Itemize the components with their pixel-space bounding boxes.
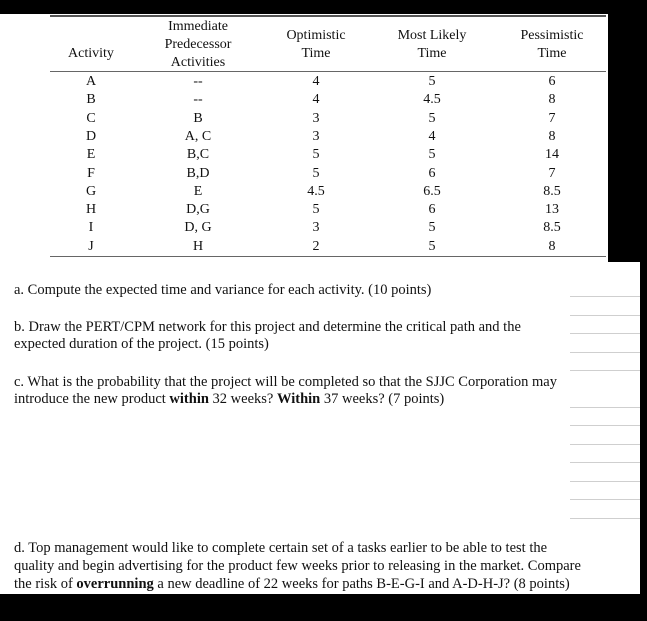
header-optimistic: Optimistic Time [286,28,346,61]
cell-most-likely: 6.5 [423,183,441,199]
cell-pessimistic: 8.5 [543,220,561,236]
cell-activity: I [88,220,94,236]
cell-most-likely: 6 [428,165,436,181]
cell-predecessor: H [192,238,204,254]
cell-pessimistic: 8 [548,92,556,108]
cell-activity: C [86,110,96,126]
cell-most-likely: 5 [428,147,436,163]
cell-most-likely: 4 [428,128,436,144]
cell-activity: F [87,165,95,181]
cell-activity: H [85,202,97,218]
cell-optimistic: 5 [312,147,320,163]
cell-predecessor: B,C [186,147,210,163]
screen-border-right [608,14,647,262]
table-bottom-rule [50,256,606,257]
cell-optimistic: 4 [312,74,320,89]
header-activity: Activity [68,46,114,61]
cell-activity: A [85,74,97,89]
cell-most-likely: 4.5 [423,92,441,108]
cell-optimistic: 3 [312,128,320,144]
question-d-line1: d. Top management would like to complete certain set of a tasks earlier to be able to test the [14,540,548,556]
cell-optimistic: 4.5 [307,183,325,199]
cell-optimistic: 5 [312,165,320,181]
cell-predecessor: -- [193,92,203,108]
cell-activity: E [86,147,96,163]
cell-optimistic: 5 [312,202,320,218]
cell-activity: J [88,238,94,254]
cell-most-likely: 5 [428,238,436,254]
screen-border-bottom [0,594,647,621]
cell-predecessor: -- [193,74,203,89]
table-header-rule [50,71,606,72]
cell-predecessor: A, C [184,128,212,144]
header-predecessor: Immediate Predecessor Activities [164,19,232,70]
cell-predecessor: B [193,110,203,126]
cell-optimistic: 3 [312,110,320,126]
header-most-likely: Most Likely Time [397,28,467,61]
cell-most-likely: 5 [428,110,436,126]
cell-most-likely: 5 [428,220,436,236]
header-pessimistic: Pessimistic Time [520,28,584,61]
question-c-line2: introduce the new product within 32 weeks? Within 37 weeks? (7 points) [14,391,445,407]
cell-predecessor: D, G [184,220,212,236]
cell-predecessor: B,D [186,165,210,181]
cell-pessimistic: 8 [548,238,556,254]
cell-most-likely: 5 [428,74,436,89]
question-b-line2: expected duration of the project. (15 points) [14,336,269,352]
question-a: a. Compute the expected time and variance for each activity. (10 points) [14,282,432,298]
cell-pessimistic: 14 [545,147,559,163]
question-d-line3: the risk of overrunning a new deadline of 22 weeks for paths B-E-G-I and A-D-H-J? (8 points) [14,576,570,592]
cell-most-likely: 6 [428,202,436,218]
cell-pessimistic: 8 [548,128,556,144]
cell-optimistic: 2 [312,238,320,254]
question-b-line1: b. Draw the PERT/CPM network for this project and determine the critical path and the [14,319,521,335]
table-top-rule [50,15,606,17]
cell-activity: G [85,183,97,199]
question-d-line2: quality and begin advertising for the product few weeks prior to releasing in the market. Compare [14,558,581,574]
cell-optimistic: 3 [312,220,320,236]
cell-optimistic: 4 [312,92,320,108]
cell-pessimistic: 8.5 [543,183,561,199]
cell-activity: D [85,128,97,144]
cell-pessimistic: 6 [548,74,556,89]
cell-pessimistic: 7 [548,165,556,181]
cell-predecessor: E [193,183,203,199]
cell-pessimistic: 7 [548,110,556,126]
cell-predecessor: D,G [186,202,210,218]
cell-pessimistic: 13 [545,202,559,218]
cell-activity: B [86,92,96,108]
screen-border-top [0,0,647,14]
question-c-line1: c. What is the probability that the project will be completed so that the SJJC Corporation may [14,374,557,390]
